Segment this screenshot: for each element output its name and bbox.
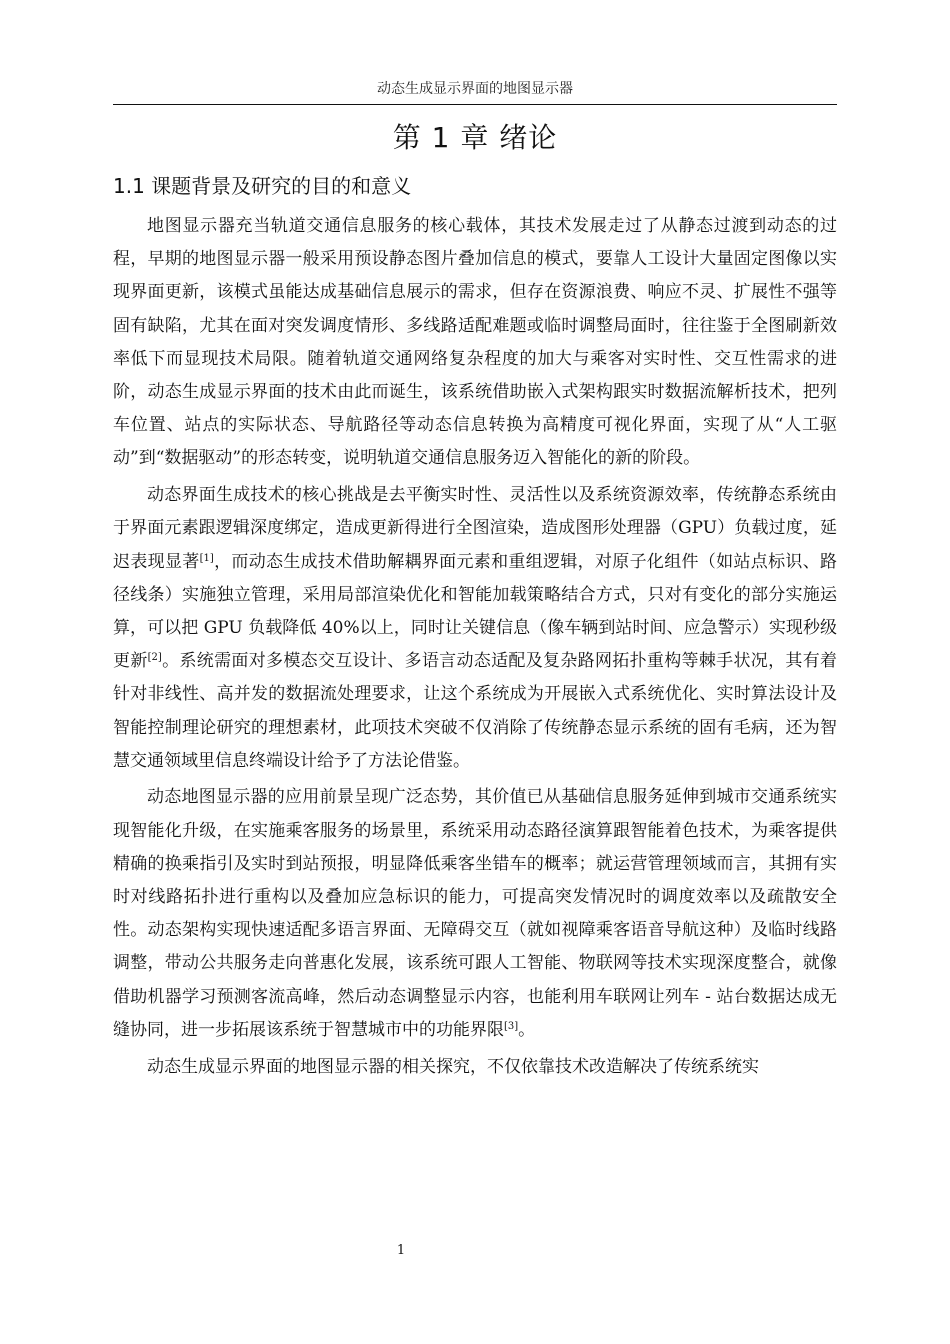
paragraph-3 [113, 781, 837, 1047]
section-title: 1.1 课题背景及研究的目的和意义 [113, 174, 412, 198]
citation-ref-3: [3] [504, 1020, 519, 1032]
paragraph-2-text-a: 动态界面生成技术的核心挑战是去平衡实时性、灵活性以及系统资源效率，传统静态系统由于界面元素跟逻辑深度绑定，造成更新得进行全图渲染，造成图形处理器（GPU）负载过度，延迟表现显著 [113, 485, 837, 572]
body-text [113, 210, 837, 1087]
citation-ref-1: [1] [199, 552, 214, 564]
paragraph-3-text-a: 动态地图显示器的应用前景呈现广泛态势，其价值已从基础信息服务延伸到城市交通系统实现智能化升级，在实施乘客服务的场景里，系统采用动态路径演算跟智能着色技术，为乘客提供精确的换乘指引及实时到站预报，明显降低乘客坐错车的概率；就运营管理领域而言，其拥有实时对线路拓扑进行重构以及叠加应急标识的能力，可提高突发情况时的调度效率以及疏散安全性。动态架构实现快速适配多语言界面、无障碍交互（就如视障乘客语音导航这种）及临时线路调整，带动公共服务走向普惠化发展，该系统可跟人工智能、物联网等技术实现深度整合，就像借助机器学习预测客流高峰，然后动态调整显示内容，也能利用车联网让列车 - 站台数据达成无缝协同，进一步拓展该系统于智慧城市中的功能界限 [113, 787, 837, 1040]
paragraph-2 [113, 479, 837, 778]
header-divider [113, 104, 837, 105]
paragraph-1: 地图显示器充当轨道交通信息服务的核心载体，其技术发展走过了从静态过渡到动态的过程，早期的地图显示器一般采用预设静态图片叠加信息的模式，要靠人工设计大量固定图像以实现界面更新，该模式虽能达成基础信息展示的需求，但存在资源浪费、响应不灵、扩展性不强等固有缺陷，尤其在面对突发调度情形、多线路适配难题或临时调整局面时，往往鉴于全图刷新效率低下而显现技术局限。随着轨道交通网络复杂程度的加大与乘客对实时性、交互性需求的进阶，动态生成显示界面的技术由此而诞生，该系统借助嵌入式架构跟实时数据流解析技术，把列车位置、站点的实际状态、导航路径等动态信息转换为高精度可视化界面，实现了从“人工驱动”到“数据驱动”的形态转变，说明轨道交通信息服务迈入智能化的新的阶段。 [113, 216, 837, 469]
paragraph-2-text-b: ，而动态生成技术借助解耦界面元素和重组逻辑，对原子化组件（如站点标识、路径线条）实施独立管理，采用局部渲染优化和智能加载策略结合方式，只对有变化的部分实施运算，可以把 GPU 负载降低 40%以上，同时让关键信息（像车辆到站时间、应急警示）实现秒级更新 [113, 551, 838, 672]
paragraph-3-text-b: 。 [518, 1019, 536, 1040]
paragraph-4: 动态生成显示界面的地图显示器的相关探究，不仅依靠技术改造解决了传统系统实 [147, 1056, 759, 1077]
page-number: 1 [396, 1243, 406, 1258]
chapter-title: 第 1 章 绪论 [392, 121, 558, 154]
citation-ref-2: [2] [147, 652, 162, 664]
paragraph-2-text-c: 。系统需面对多模态交互设计、多语言动态适配及复杂路网拓扑重构等棘手状况，其有着针对非线性、高并发的数据流处理要求，让这个系统成为开展嵌入式系统优化、实时算法设计及智能控制理论研究的理想素材，此项技术突破不仅消除了传统静态显示系统的固有毛病，还为智慧交通领域里信息终端设计给予了方法论借鉴。 [113, 651, 838, 771]
running-header: 动态生成显示界面的地图显示器 [377, 81, 573, 97]
